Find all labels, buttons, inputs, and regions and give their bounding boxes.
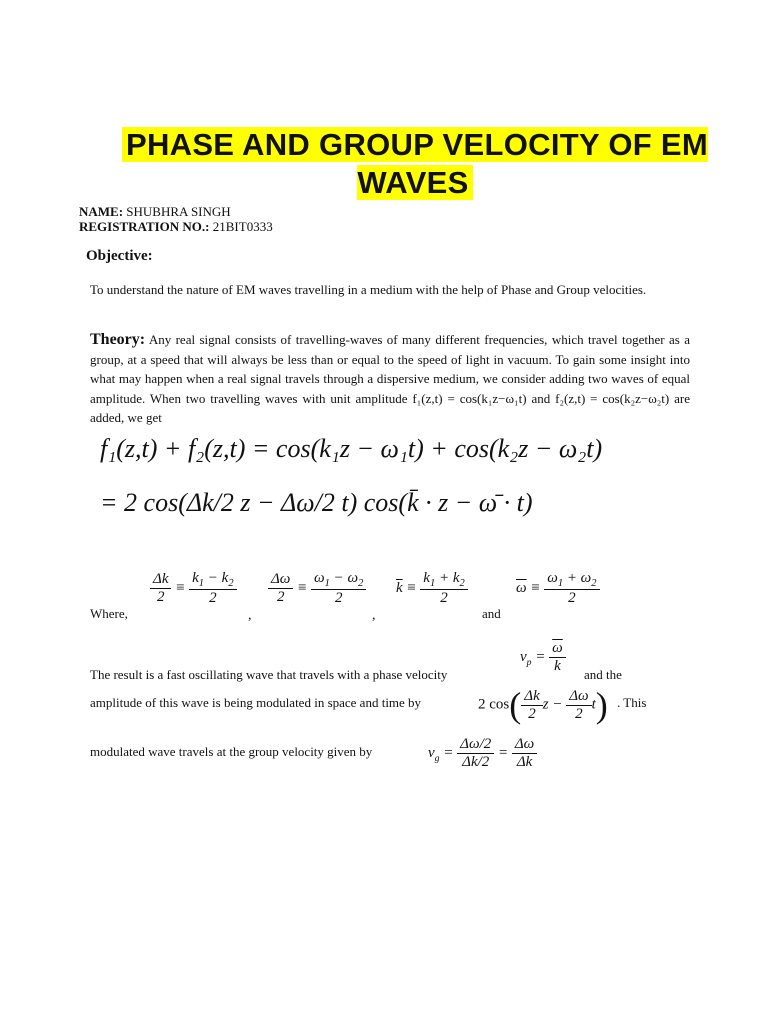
result-and-the: and the xyxy=(584,667,622,682)
theory-paragraph xyxy=(90,330,690,428)
comma-2: , xyxy=(372,608,376,623)
theory-end: are added, we get xyxy=(90,390,691,425)
result-line-1: The result is a fast oscillating wave that travels with a phase velocity xyxy=(90,667,448,682)
result-line-3: modulated wave travels at the group velocity given by xyxy=(90,744,373,759)
theory-heading: Theory: xyxy=(90,331,146,348)
equation-sum-text: f₁(z,t) + f₂(z,t) = cos(k₁z − ω₁t) + cos(k₂z − ω₂t) xyxy=(100,434,603,463)
def-k-bar: $\overline{k}$ ≡ $\frac{k_1 + k_2}{2}$ xyxy=(396,570,468,607)
def-delta-omega: $\frac{\Delta\omega}{2}$ ≡ $\frac{\omega_1 - \omega_2}{2}$ xyxy=(268,570,366,607)
registration-label: REGISTRATION NO.: xyxy=(79,219,210,234)
name-value: SHUBHRA SINGH xyxy=(126,204,231,219)
title-highlight: PHASE AND GROUP VELOCITY OF EM WAVES xyxy=(122,127,708,200)
theory-f2: f₂(z,t) = cos(k₂z−ω₂t) xyxy=(555,390,670,406)
name-label: NAME: xyxy=(79,204,124,219)
document-title xyxy=(120,126,710,202)
name-line xyxy=(79,204,231,220)
comma-1: , xyxy=(248,608,252,623)
theory-and: and xyxy=(531,390,551,406)
def-omega-bar: $\overline{\omega}$ ≡ $\frac{\omega_1 + \omega_2}{2}$ xyxy=(516,570,600,607)
group-velocity-formula: $v_g$ = $\frac{\Delta\omega/2}{\Delta k/2}$ = $\frac{\Delta\omega}{\Delta k}$ xyxy=(428,736,537,771)
equation-product xyxy=(100,488,533,518)
equation-product-text: = 2 cos(Δk/2 z − Δω/2 t) cos(k̄ · z − ω̄ · t) xyxy=(100,488,533,517)
theory-text: Any real signal consists of travelling-waves of many different frequencies, which travel together as a group, at a speed that will always be less than or equal to the speed of light in vacuum. To gain some insight into what may happen when a real signal travels through a dispersive medium, we consider adding two waves of equal amplitude. When two travelling waves with unit amplitude xyxy=(90,332,690,406)
registration-line xyxy=(79,219,273,235)
objective-heading: Objective: xyxy=(86,248,153,264)
registration-value: 21BIT0333 xyxy=(212,219,273,234)
result-line-2: amplitude of this wave is being modulated in space and time by xyxy=(90,695,422,710)
and-label: and xyxy=(482,606,501,621)
objective-text: To understand the nature of EM waves travelling in a medium with the help of Phase and Group velocities. xyxy=(90,282,647,297)
equation-sum xyxy=(100,434,602,464)
phase-velocity-formula: $v_p$ = $\frac{\overline{\omega}}{k}$ xyxy=(520,640,566,675)
where-label: Where, xyxy=(90,606,128,621)
modulation-formula: 2 cos( $\frac{\Delta k}{2}$ z − $\frac{\Delta\omega}{2}$ t) xyxy=(478,685,608,725)
def-delta-k: $\frac{\Delta k}{2}$ ≡ $\frac{k_1 - k_2}{2}$ xyxy=(150,570,237,607)
theory-f1: f₁(z,t) = cos(k₁z−ω₁t) xyxy=(412,390,527,406)
result-this: . This xyxy=(617,695,647,710)
